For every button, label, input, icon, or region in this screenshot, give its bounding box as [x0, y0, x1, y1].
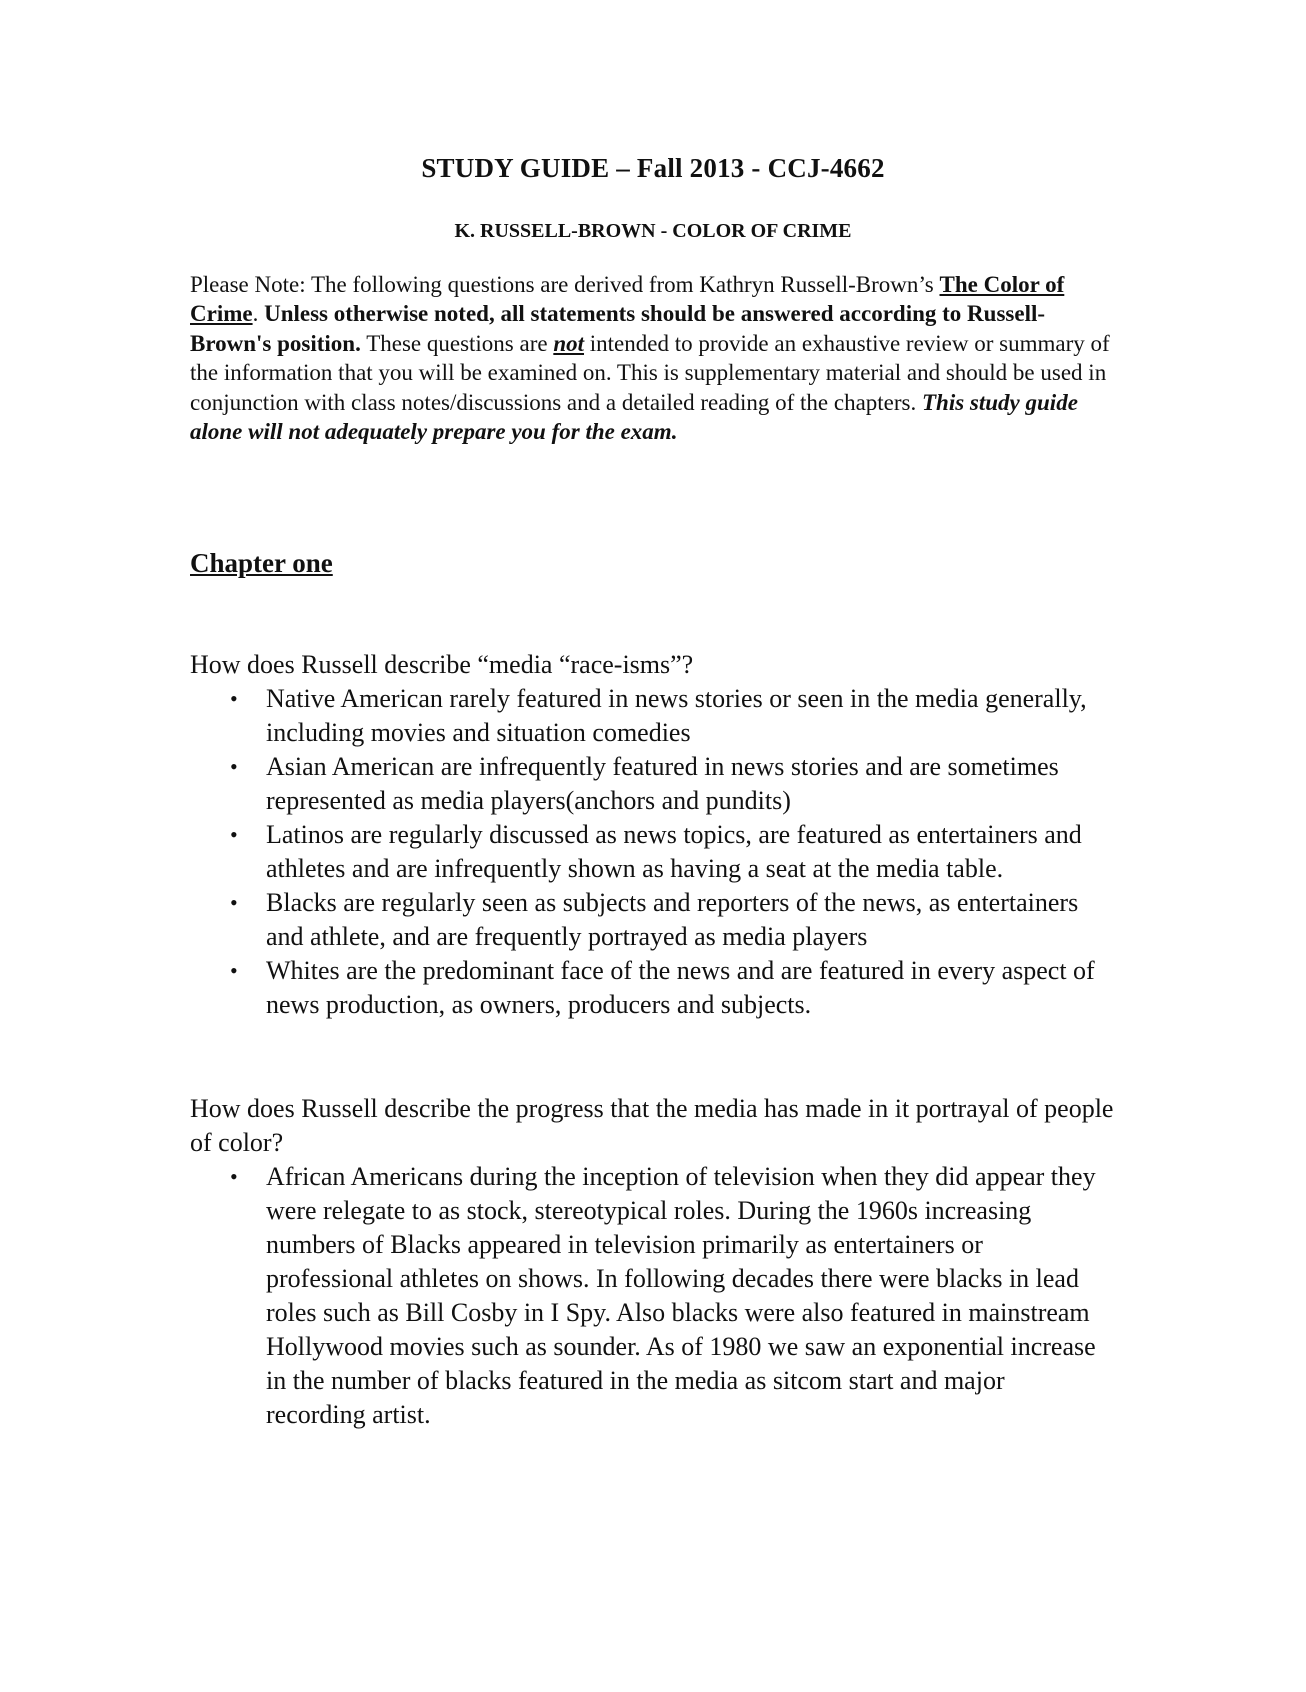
list-item [190, 818, 1110, 886]
list-item-text: Asian American are infrequently featured in news stories and are sometimes represented as media players(anchors and pundits) [266, 752, 1059, 815]
list-item-text: Whites are the predominant face of the news and are featured in every aspect of news production, as owners, producers and subjects. [266, 956, 1095, 1019]
page-subtitle: K. RUSSELL-BROWN - COLOR OF CRIME [454, 220, 852, 242]
note-prefix: Please Note: The following questions are derived from Kathryn Russell-Brown’s [190, 272, 940, 297]
list-item [190, 1160, 1110, 1432]
book-title: The Color of Crime [190, 272, 1065, 327]
bullet-icon: • [230, 1164, 238, 1189]
chapter-heading: Chapter one [190, 548, 333, 578]
list-item-text: Blacks are regularly seen as subjects and reporters of the news, as entertainers and athlete, and are frequently portrayed as media players [266, 888, 1079, 951]
list-item [190, 954, 1110, 1022]
question-2: How does Russell describe the progress that the media has made in it portrayal of people of color? [190, 1094, 1114, 1157]
question-1-answer-list [190, 682, 1110, 1022]
page-title: STUDY GUIDE – Fall 2013 - CCJ-4662 [421, 153, 885, 183]
question-1: How does Russell describe “media “race-isms”? [190, 650, 694, 679]
list-item-text: Native American rarely featured in news stories or seen in the media generally, including movies and situation comedies [266, 684, 1087, 747]
bullet-icon: • [230, 686, 238, 711]
bullet-icon: • [230, 890, 238, 915]
note-bold-statement: Unless otherwise noted, all statements should be answered according to Russell-Brown's position. [190, 301, 1046, 356]
question-2-answer-list [190, 1160, 1110, 1432]
list-item-text: Latinos are regularly discussed as news topics, are featured as entertainers and athletes and are infrequently shown as having a seat at the media table. [266, 820, 1082, 883]
note-paragraph [190, 270, 1120, 446]
note-not-word: not [553, 330, 585, 356]
bullet-icon: • [230, 958, 238, 983]
note-warning: This study guide alone will not adequately prepare you for the exam. [190, 389, 1078, 445]
bullet-icon: • [230, 822, 238, 847]
bullet-icon: • [230, 754, 238, 779]
list-item [190, 886, 1110, 954]
list-item-text: African Americans during the inception of television when they did appear they were relegate to as stock, stereotypical roles. During the 1960s increasing numbers of Blacks appeared in television primarily as entertainers or professional athletes on shows. In following decades there were blacks in lead roles such as Bill Cosby in I Spy. Also blacks were also featured in mainstream Hollywood movies such as sounder. As of 1980 we saw an exponential increase in the number of blacks featured in the media as sitcom start and major recording artist. [266, 1162, 1096, 1429]
note-mid-after-not: intended to provide an exhaustive review or summary of the information that you will be examined on. This is supplementary material and should be used in conjunction with class notes/discussions and a detailed reading of the chapters. [190, 330, 1110, 415]
note-mid-before-not: These questions are [360, 330, 554, 356]
note-period: . [252, 301, 265, 327]
list-item [190, 750, 1110, 818]
list-item [190, 682, 1110, 750]
